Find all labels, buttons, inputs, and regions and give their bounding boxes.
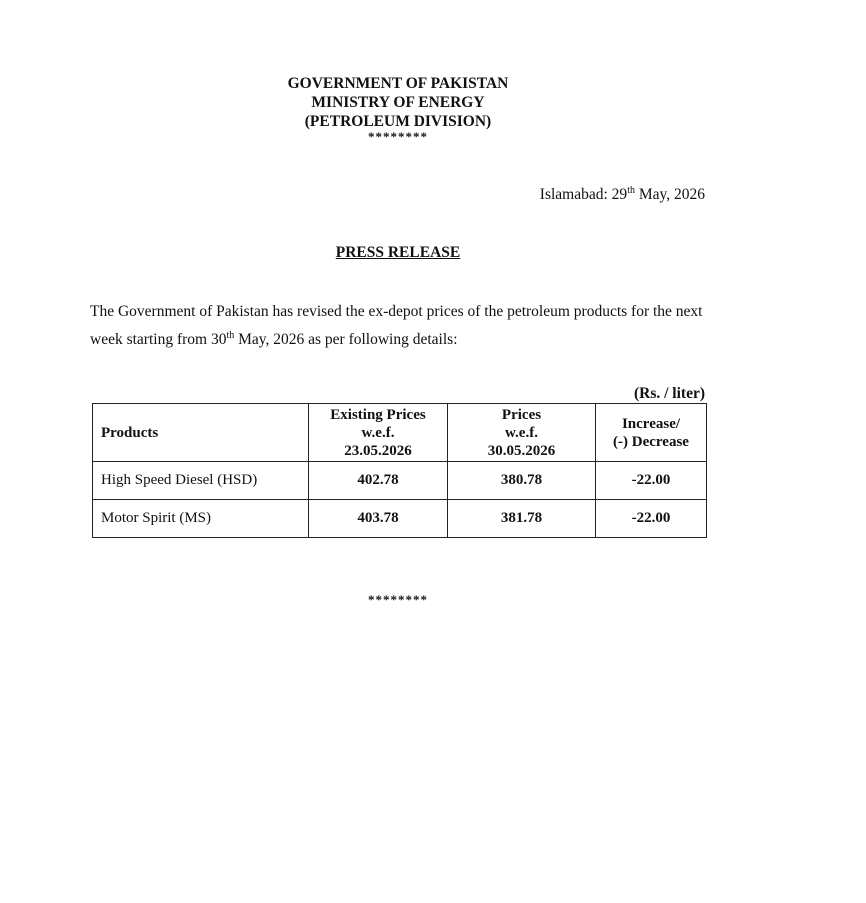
dateline-ordinal: th <box>627 185 635 196</box>
footer-separator: ******** <box>368 592 428 607</box>
header-existing-line3: 23.05.2026 <box>344 442 412 459</box>
dateline-suffix: May, 2026 <box>634 186 705 203</box>
press-release-title: PRESS RELEASE <box>335 244 461 261</box>
table-header-row <box>93 404 707 462</box>
header-new-line2: w.e.f. <box>505 424 538 441</box>
body-paragraph <box>90 298 730 354</box>
letterhead <box>0 74 796 143</box>
header-existing-line2: w.e.f. <box>361 424 395 441</box>
dateline <box>540 186 705 204</box>
table-row <box>93 462 707 500</box>
header-new-line1: Prices <box>501 406 542 423</box>
unit-label: (Rs. / liter) <box>633 385 705 402</box>
header-separator: ******** <box>368 129 428 144</box>
product-name: High Speed Diesel (HSD) <box>93 462 309 500</box>
government-title: GOVERNMENT OF PAKISTAN <box>287 75 509 92</box>
existing-price: 403.78 <box>309 500 448 538</box>
header-existing-line1: Existing Prices <box>330 406 426 423</box>
product-name: Motor Spirit (MS) <box>93 500 309 538</box>
existing-price: 402.78 <box>309 462 448 500</box>
body-part1: The Government of Pakistan has revised the ex-depot prices of the petroleum products for the next week starting from 30 <box>90 303 703 348</box>
header-change-line1: Increase/ <box>621 415 681 432</box>
header-existing-prices <box>309 404 448 462</box>
header-change <box>596 404 707 462</box>
price-table <box>92 403 707 538</box>
table-row <box>93 500 707 538</box>
header-products: Products <box>93 404 309 462</box>
new-price: 381.78 <box>448 500 596 538</box>
price-change: -22.00 <box>596 462 707 500</box>
new-price: 380.78 <box>448 462 596 500</box>
ministry-title: MINISTRY OF ENERGY <box>311 94 485 111</box>
price-change: -22.00 <box>596 500 707 538</box>
body-part2: May, 2026 as per following details: <box>234 331 458 348</box>
header-new-prices <box>448 404 596 462</box>
header-change-line2: (-) Decrease <box>613 433 689 450</box>
header-new-line3: 30.05.2026 <box>487 442 556 459</box>
body-ordinal: th <box>226 330 235 341</box>
dateline-prefix: Islamabad: 29 <box>539 186 628 203</box>
division-title: (PETROLEUM DIVISION) <box>304 113 492 130</box>
